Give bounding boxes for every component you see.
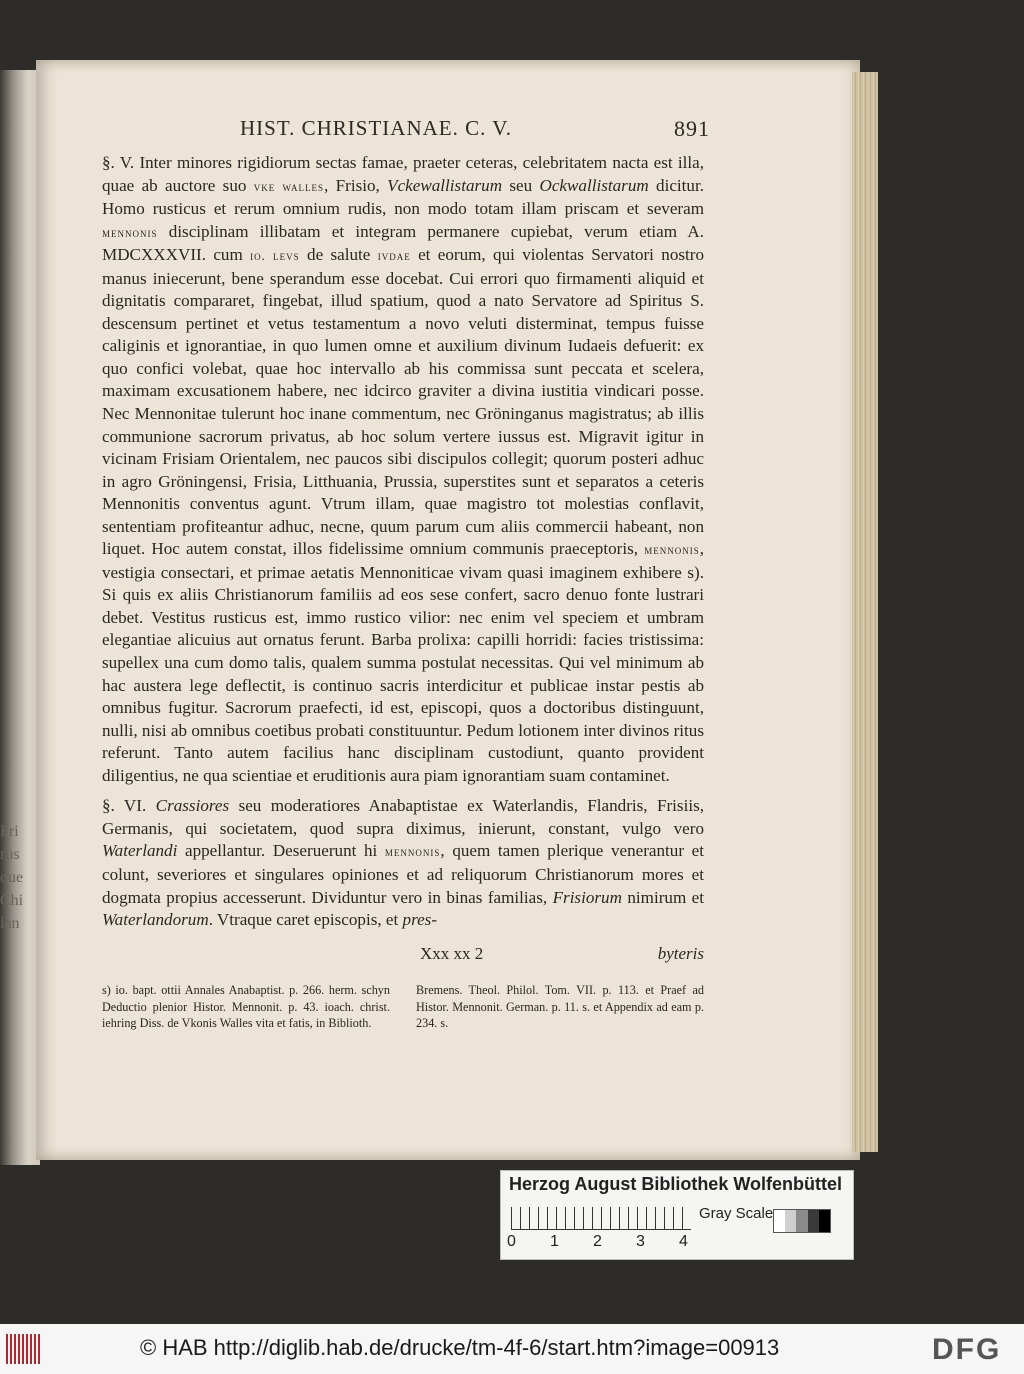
swatch	[774, 1210, 785, 1232]
section-mark: §. V.	[102, 153, 135, 172]
paragraph-section-vi: §. VI. Crassiores seu moderatiores Anabaptistae ex Waterlandis, Flandris, Frisiis, Germanis, qui societatem, quod supra diximus, inierunt, constant, vulgo vero Waterlandi appellantur. Deseruerunt hi mennonis, quem tamen plerique venerantur et colunt, severiores et singulares opiniones et ad reliquorum Christianorum mores et dogmata propius accesserunt. Dividuntur vero in binas familias, Frisiorum nimirum et Waterlandorum. Vtraque caret episcopis, et pres-	[102, 796, 704, 930]
footnote-right-column: Bremens. Theol. Philol. Tom. VII. p. 113. et Praef ad Histor. Mennonit. German. p. 11. s. et Appendix ad eam p. 234. s.	[416, 983, 704, 1030]
footnote-left-column: s) io. bapt. ottii Annales Anabaptist. p. 266. herm. schyn Deductio plenior Histor. Mennonit. p. 43. ioach. christ. iehring Diss. de Vkonis Walles vita et fatis, in Biblioth.	[102, 983, 390, 1030]
footer-bar	[0, 1324, 1024, 1374]
author-name: mennonis	[644, 542, 700, 558]
hab-barcode-icon	[6, 1334, 40, 1364]
swatch	[819, 1210, 830, 1232]
swatch	[796, 1210, 807, 1232]
author-name: io. levs	[250, 248, 300, 264]
ruler-number: 2	[593, 1233, 602, 1250]
scale-ruler	[511, 1207, 691, 1230]
page-number: 891	[674, 116, 710, 141]
author-name: mennonis	[384, 844, 441, 860]
gray-scale-label: Gray Scale	[699, 1205, 774, 1222]
catch-line	[102, 944, 704, 968]
signature-mark: Xxx xx 2	[420, 944, 484, 963]
body-text	[102, 152, 704, 932]
ruler-number: 0	[507, 1233, 516, 1250]
paragraph-section-v: §. V. Inter minores rigidiorum sectas famae, praeter ceteras, celebritatem nacta est illa, quae ab auctore suo vke walles, Frisio, Vckewallistarum seu Ockwallistarum dicitur. Homo rusticus et rerum omnium rudis, non modo totam illam priscam et severam mennonis disciplinam illibatam et integram permanere cupiebat, verum etiam A. MDCXXXVII. cum io. levs de salute ivdae et eorum, qui violentas Servatori nostro manus iniecerunt, bene sperandum esse docebat. Cui errori quo firmamenti aliquid et dignitatis compararet, fingebat, illud spatium, quod a nato Servatore ad Spiritus S. descensum pertinet et vetus testamentum a novo veluti disterminat, tempus fuisse caliginis et ignorantiae, in quo lumen omne et auxilium divinum Iudaeis defuerit: ex quo confici volebat, quae hoc intervallo ab his commissa sunt peccata et scelera, maximam excusationem habere, nec idcirco graviter a divina iustitia vindicari posse. Nec Mennonitae tulerunt hoc inane commentum, nec Gröninganus magistratus; ab illis communione sacrorum privatus, ab hoc solum vertere iussus est. Migravit igitur in vicinam Frisiam Orientalem, nec paucos sibi discipulos collegit; quorum posteri adhuc in agro Gröningensi, Frisia, Litthuania, Prussia, superstites sunt et separatos a ceteris Mennonitis conventus agunt. Vtrum illam, quae magistro tot molestias conflavit, sententiam profiteantur adhuc, necne, quum parum cum aliis commercii habeant, non liquet. Hoc autem constat, illos fidelissime omnium communis praeceptoris, mennonis, vestigia consectari, et primae aetatis Mennoniticae vivam quasi imaginem exhibere s). Si quis ex aliis Christianorum familiis ad eos sese confert, sacro denuo fonte lustrari debet. Vestitus rusticus est, immo rustico vilior: nec enim vel speciem et umbram elegantiae alicuius aut ornatus ferunt. Barba prolixa: capilli horridi: facies tristissima: supellex una cum domo talis, qualem summa postulat necessitas. Qui vel minimum ab hac austera lege deflectit, is continuo sacris interdicitur et publicae instar pestis ab omnibus fugitur. Sacrorum praefecti, id est, episcopi, quos a doctoribus distinguunt, nulli, nisi ab omnibus coetibus probati constituuntur. Pedum lotionem inter divinos ritus referunt. Tanto autem facilius hanc disciplinam custodiunt, quanto provident diligentius, ne qua scientiae et eruditionis aura piam ignorantiam suam contaminet.	[102, 153, 705, 785]
swatch	[808, 1210, 819, 1232]
page-stack-edge	[852, 72, 878, 1152]
left-leaf-fragments: Fri rus que Chi lan	[0, 823, 24, 932]
ruler-number: 1	[550, 1233, 559, 1250]
section-mark: §. VI.	[102, 796, 147, 816]
library-name: Herzog August Bibliothek Wolfenbüttel	[509, 1174, 842, 1194]
ruler-number: 3	[636, 1233, 645, 1250]
dfg-logo: DFG	[932, 1333, 1002, 1366]
author-name: vke walles	[253, 178, 325, 194]
running-head	[240, 116, 710, 146]
swatch	[785, 1210, 796, 1232]
ruler-number: 4	[679, 1233, 688, 1250]
author-name: ivdae	[377, 248, 411, 264]
color-card	[500, 1170, 854, 1260]
running-head-title: HIST. CHRISTIANAE. C. V.	[240, 116, 512, 140]
gray-scale-swatches	[773, 1209, 831, 1233]
left-page-edge	[0, 70, 40, 1165]
catchword: byteris	[657, 944, 704, 963]
author-name: mennonis	[102, 224, 158, 240]
copyright-url[interactable]: © HAB http://diglib.hab.de/drucke/tm-4f-6/start.htm?image=00913	[140, 1335, 780, 1360]
